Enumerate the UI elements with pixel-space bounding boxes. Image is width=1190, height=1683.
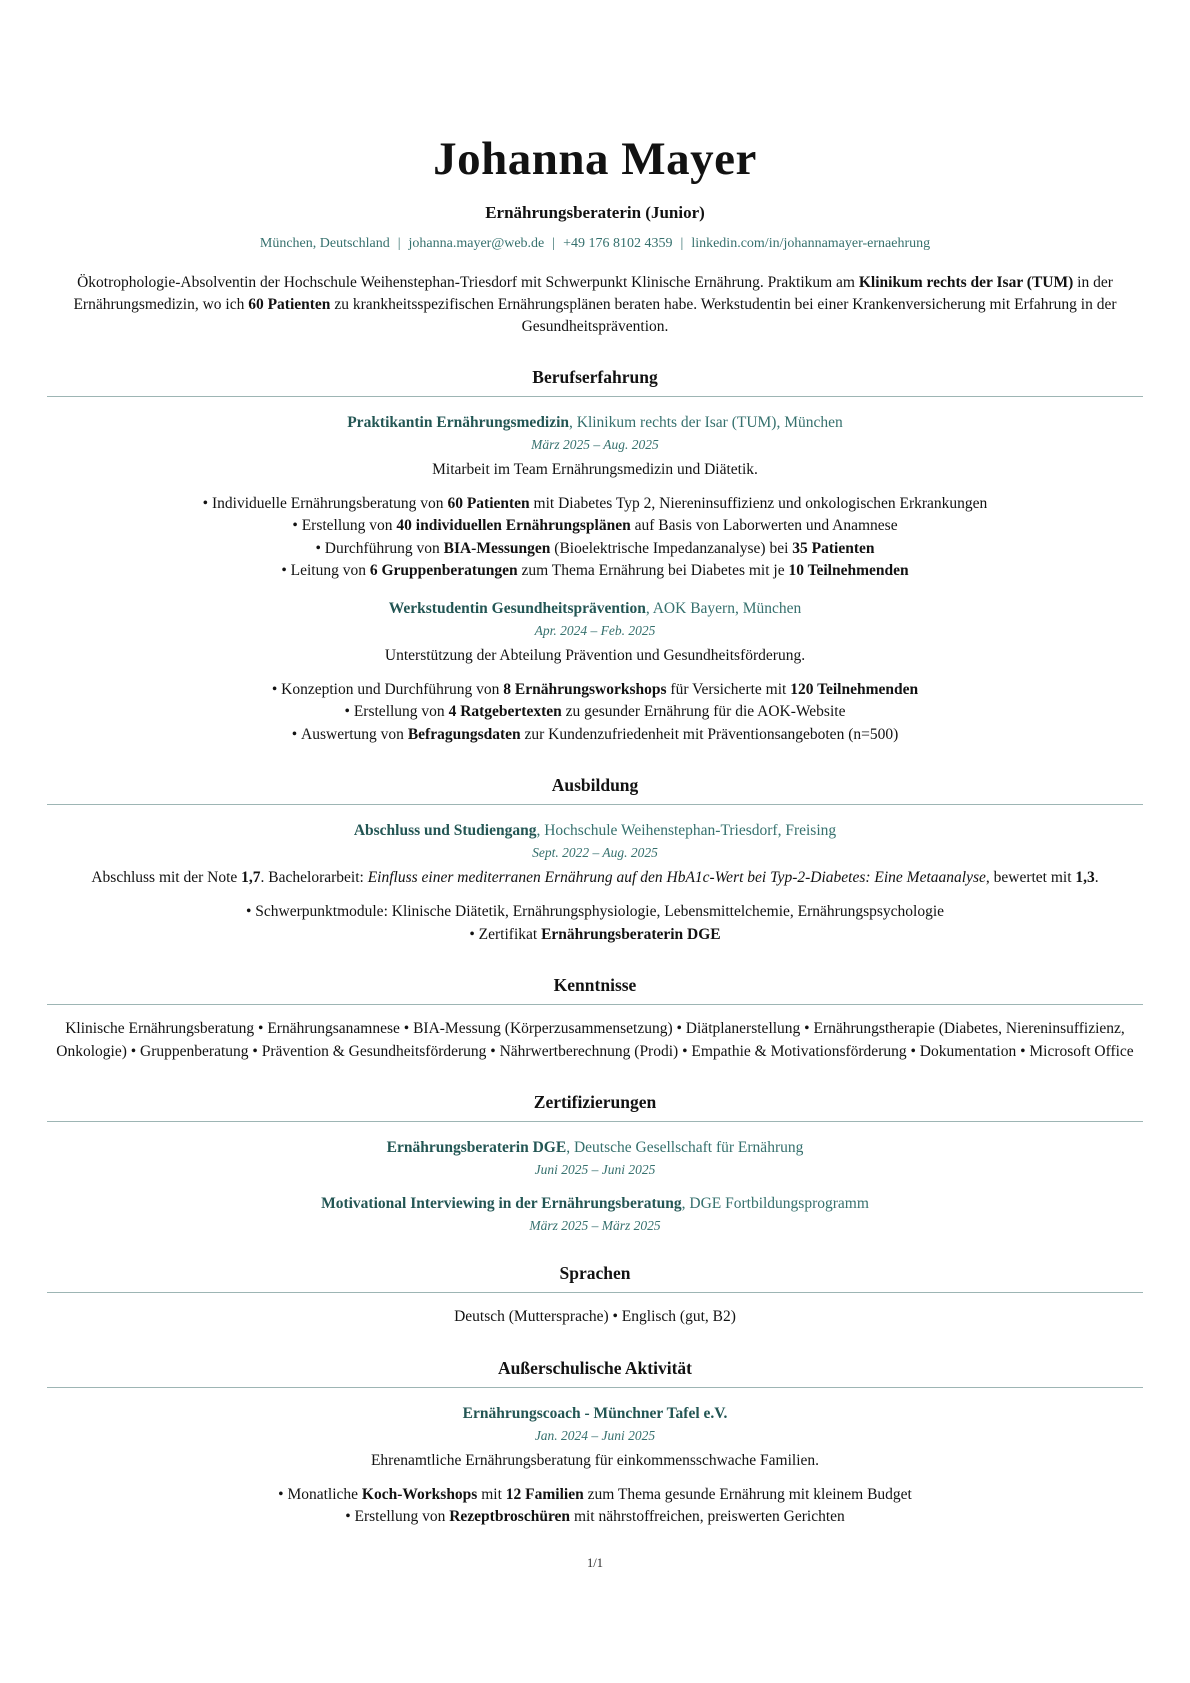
candidate-name: Johanna Mayer <box>433 133 757 185</box>
activity-entry-1 <box>47 1405 1143 1529</box>
entry-date: Apr. 2024 – Feb. 2025 <box>534 622 656 638</box>
bullet-item: • Erstellung von 4 Ratgebertexten zu gesunder Ernährung für die AOK-Website <box>47 701 1143 723</box>
section-skills <box>47 975 1143 1063</box>
section-heading-languages: Sprachen <box>559 1263 631 1284</box>
bullet-item: • Zertifikat Ernährungsberaterin DGE <box>47 924 1143 946</box>
entry-title <box>47 600 1143 618</box>
bullet-item: • Erstellung von Rezeptbroschüren mit nährstoffreichen, preiswerten Gerichten <box>47 1506 1143 1528</box>
section-divider <box>47 396 1143 397</box>
section-divider <box>47 1004 1143 1005</box>
languages-list: Deutsch (Muttersprache) • Englisch (gut, B2) <box>454 1308 736 1326</box>
certification-name: Motivational Interviewing in der Ernährungsberatung <box>321 1195 682 1213</box>
certification-issuer: , Deutsche Gesellschaft für Ernährung <box>566 1139 804 1157</box>
contact-phone: +49 176 8102 4359 <box>563 236 673 251</box>
candidate-job-title: Ernährungsberaterin (Junior) <box>485 203 705 222</box>
bullet-list <box>47 679 1143 746</box>
section-certifications <box>47 1092 1143 1234</box>
activity-role: Ernährungscoach - Münchner Tafel e.V. <box>462 1404 728 1422</box>
contact-email: johanna.mayer@web.de <box>408 236 545 251</box>
entry-title <box>47 1139 1143 1157</box>
entry-school: , Hochschule Weihenstephan-Triesdorf, Freising <box>536 822 837 840</box>
entry-title <box>47 1195 1143 1213</box>
bullet-item: • Individuelle Ernährungsberatung von 60 Patienten mit Diabetes Typ 2, Niereninsuffizienz und onkologischen Erkrankungen <box>47 493 1143 515</box>
section-heading-skills: Kenntnisse <box>553 975 637 996</box>
section-divider <box>47 1292 1143 1293</box>
section-heading-activities: Außerschulische Aktivität <box>498 1357 692 1378</box>
bullet-item: • Erstellung von 40 individuellen Ernährungsplänen auf Basis von Laborwerten und Anamnese <box>47 515 1143 537</box>
entry-title <box>47 414 1143 432</box>
section-divider <box>47 1121 1143 1122</box>
section-activities <box>47 1358 1143 1529</box>
bullet-item: • Konzeption und Durchführung von 8 Ernährungsworkshops für Versicherte mit 120 Teilnehmenden <box>47 679 1143 701</box>
section-languages <box>47 1263 1143 1328</box>
profile-summary: Ökotrophologie-Absolventin der Hochschule Weihenstephan-Triesdorf mit Schwerpunkt Klinische Ernährung. Praktikum am Klinikum rechts der Isar (TUM) in der Ernährungsmedizin, wo ich 60 Patienten zu krankheitsspezifischen Ernährungsplänen beraten habe. Werkstudentin bei einer Krankenversicherung mit Erfahrung in der Gesundheitsprävention. <box>73 274 1117 335</box>
section-divider <box>47 1387 1143 1388</box>
section-heading-experience: Berufserfahrung <box>532 367 658 387</box>
contact-separator: | <box>552 236 556 251</box>
entry-date: Juni 2025 – Juni 2025 <box>534 1162 656 1178</box>
certification-name: Ernährungsberaterin DGE <box>386 1139 567 1157</box>
entry-date: März 2025 – März 2025 <box>529 1218 661 1234</box>
certification-issuer: , DGE Fortbildungsprogramm <box>681 1195 869 1213</box>
section-heading-certifications: Zertifizierungen <box>533 1092 657 1113</box>
bullet-list <box>47 493 1143 583</box>
entry-degree: Abschluss und Studiengang <box>353 822 537 840</box>
entry-title <box>47 822 1143 840</box>
entry-date: März 2025 – Aug. 2025 <box>531 437 659 452</box>
section-divider <box>47 804 1143 805</box>
section-experience <box>47 367 1143 746</box>
bullet-item: • Leitung von 6 Gruppenberatungen zum Thema Ernährung bei Diabetes mit je 10 Teilnehmenden <box>47 560 1143 582</box>
bullet-item: • Schwerpunktmodule: Klinische Diätetik, Ernährungsphysiologie, Lebensmittelchemie, Ernährungspsychologie <box>47 901 1143 923</box>
bullet-item: • Auswertung von Befragungsdaten zur Kundenzufriedenheit mit Präventionsangeboten (n=500) <box>47 724 1143 746</box>
section-heading-education: Ausbildung <box>551 775 639 796</box>
entry-summary: Abschluss mit der Note 1,7. Bachelorarbeit: Einfluss einer mediterranen Ernährung auf den HbA1c-Wert bei Typ-2-Diabetes: Eine Metaanalyse, bewertet mit 1,3. <box>91 869 1099 887</box>
entry-title <box>47 1405 1143 1423</box>
page-number: 1/1 <box>587 1556 603 1570</box>
skills-list: Klinische Ernährungsberatung • Ernährungsanamnese • BIA-Messung (Körperzusammensetzung) • Diätplanerstellung • Ernährungstherapie (Diabetes, Niereninsuffizienz, Onkologie) • Gruppenberatung • Prävention & Gesundheitsförderung • Nährwertberechnung (Prodi) • Empathie & Motivationsförderung • Dokumentation • Microsoft Office <box>56 1020 1134 1060</box>
entry-organization: , AOK Bayern, München <box>645 599 802 617</box>
section-education <box>47 775 1143 946</box>
certification-entry-2 <box>47 1195 1143 1234</box>
entry-summary: Unterstützung der Abteilung Prävention und Gesundheitsförderung. <box>384 646 806 664</box>
entry-summary: Mitarbeit im Team Ernährungsmedizin und Diätetik. <box>432 461 758 478</box>
bullet-item: • Monatliche Koch-Workshops mit 12 Familien zum Thema gesunde Ernährung mit kleinem Budget <box>47 1484 1143 1506</box>
contact-linkedin: linkedin.com/in/johannamayer-ernaehrung <box>691 236 931 251</box>
contact-separator: | <box>397 236 401 251</box>
contact-location: München, Deutschland <box>259 236 390 251</box>
experience-entry-1 <box>47 414 1143 583</box>
entry-date: Jan. 2024 – Juni 2025 <box>534 1427 656 1443</box>
certification-entry-1 <box>47 1139 1143 1178</box>
education-entry-1 <box>47 822 1143 946</box>
bullet-list <box>47 1484 1143 1529</box>
experience-entry-2 <box>47 600 1143 746</box>
entry-summary: Ehrenamtliche Ernährungsberatung für einkommensschwache Familien. <box>370 1451 820 1469</box>
entry-date: Sept. 2022 – Aug. 2025 <box>532 845 658 861</box>
bullet-item: • Durchführung von BIA-Messungen (Bioelektrische Impedanzanalyse) bei 35 Patienten <box>47 538 1143 560</box>
entry-organization: , Klinikum rechts der Isar (TUM), München <box>569 414 843 431</box>
entry-role: Werkstudentin Gesundheitsprävention <box>388 599 646 617</box>
entry-role: Praktikantin Ernährungsmedizin <box>347 414 569 431</box>
bullet-list <box>47 901 1143 946</box>
contact-separator: | <box>680 236 684 251</box>
contact-line <box>47 236 1143 252</box>
